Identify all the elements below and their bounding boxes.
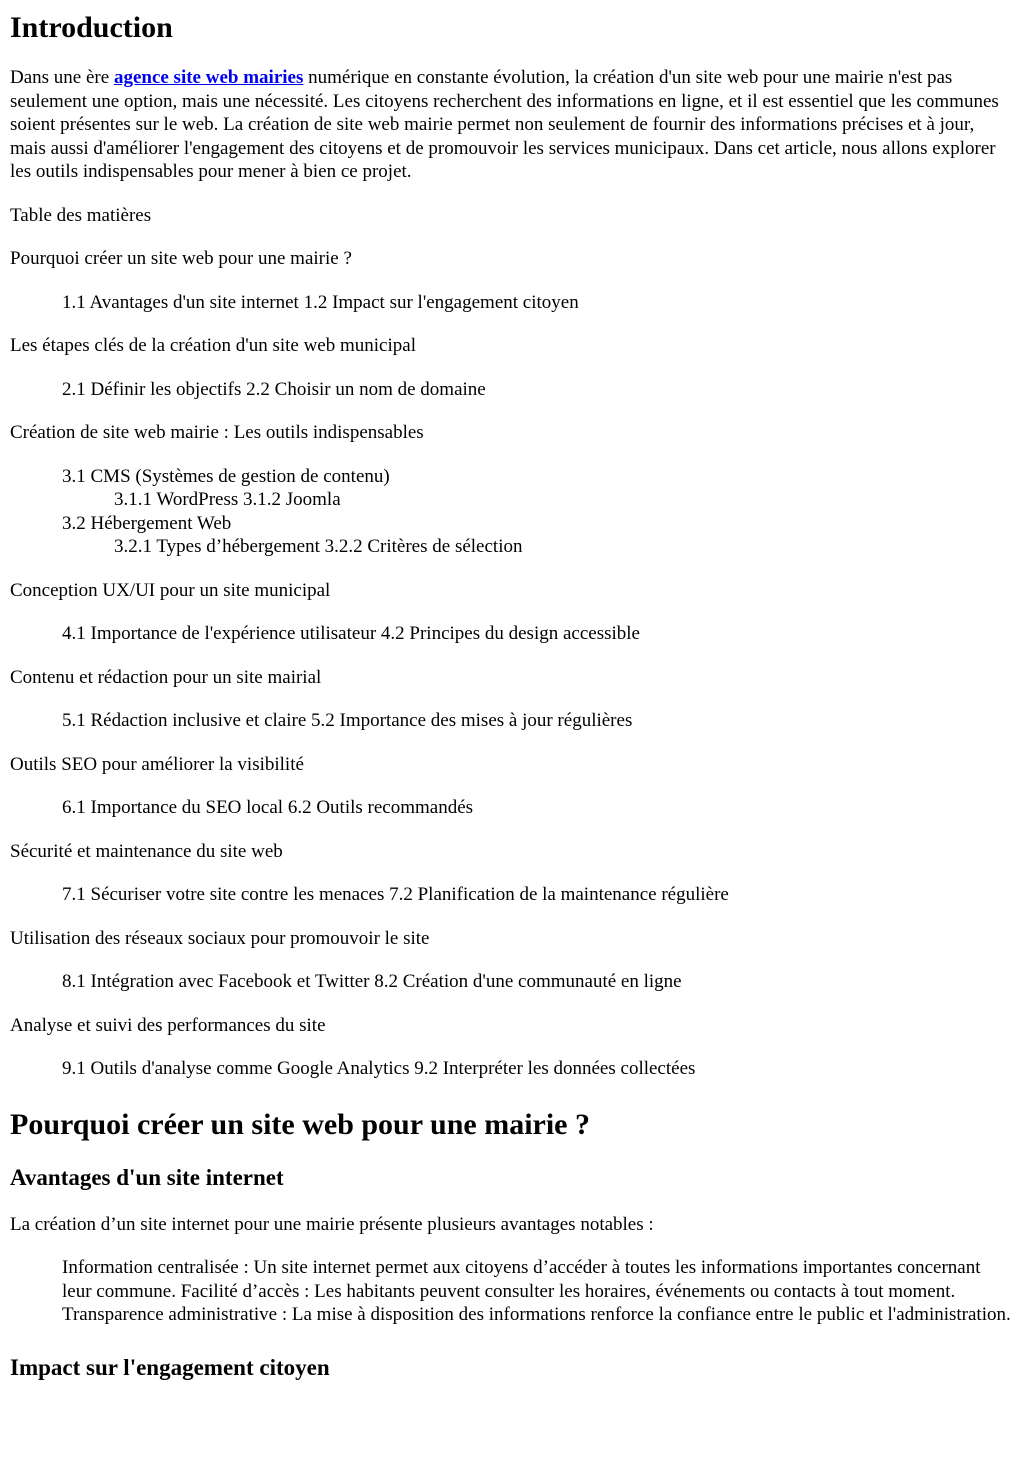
toc-chapter-1: Pourquoi créer un site web pour une mairie ? <box>10 248 352 269</box>
toc-chapter-5: Contenu et rédaction pour un site mairial <box>10 666 322 688</box>
intro-paragraph <box>10 66 1014 184</box>
toc-chapter-8-subitems: 8.1 Intégration avec Facebook et Twitter 8.2 Création d'une communauté en ligne <box>62 971 682 992</box>
toc-chapter-7: Sécurité et maintenance du site web <box>10 840 283 862</box>
toc-chapter-3-sub-2-items: 3.2.1 Types d’hébergement 3.2.2 Critères de sélection <box>114 536 523 557</box>
section-1-sub-1-heading: Avantages d'un site internet <box>10 1164 284 1190</box>
toc-chapter-9-subitems: 9.1 Outils d'analyse comme Google Analytics 9.2 Interpréter les données collectées <box>62 1058 696 1079</box>
toc-chapter-3: Création de site web mairie : Les outils indispensables <box>10 422 424 443</box>
toc-chapter-2: Les étapes clés de la création d'un site web municipal <box>10 335 416 356</box>
section-1-heading: Pourquoi créer un site web pour une mairie ? <box>10 1107 590 1141</box>
toc-chapter-5-subitems: 5.1 Rédaction inclusive et claire 5.2 Importance des mises à jour régulières <box>62 710 633 731</box>
toc-chapter-6-subitems: 6.1 Importance du SEO local 6.2 Outils recommandés <box>62 797 474 818</box>
intro-heading: Introduction <box>10 11 173 44</box>
toc-chapter-7-subitems: 7.1 Sécuriser votre site contre les menaces 7.2 Planification de la maintenance régulière <box>62 884 729 905</box>
toc-chapter-3-sub-2: 3.2 Hébergement Web <box>62 512 232 534</box>
article <box>0 11 1024 1382</box>
section-1-sub-2-heading: Impact sur l'engagement citoyen <box>10 1354 330 1380</box>
section-1-sub-1-block: Information centralisée : Un site internet permet aux citoyens d’accéder à toutes les informations importantes concernant leur commune. Facilité d’accès : Les habitants peuvent consulter les horaires, événements ou contacts à tout moment. Transparence administrative : La mise à disposition des informations renforce la confiance entre le public et l'administration. <box>62 1257 1011 1325</box>
toc-label: Table des matières <box>10 204 152 226</box>
toc-chapter-3-sub-1: 3.1 CMS (Systèmes de gestion de contenu) <box>62 465 390 487</box>
toc-chapter-4-subitems: 4.1 Importance de l'expérience utilisateur 4.2 Principes du design accessible <box>62 623 640 644</box>
toc-chapter-8: Utilisation des réseaux sociaux pour promouvoir le site <box>10 927 430 949</box>
toc-chapter-4: Conception UX/UI pour un site municipal <box>10 579 331 601</box>
section-1-sub-1-lead: La création d’un site internet pour une mairie présente plusieurs avantages notables : <box>10 1213 654 1235</box>
toc-chapter-1-subitems: 1.1 Avantages d'un site internet 1.2 Impact sur l'engagement citoyen <box>62 291 579 313</box>
toc-chapter-9: Analyse et suivi des performances du site <box>10 1014 326 1036</box>
intro-text-start: Dans une ère <box>10 67 114 88</box>
agency-link[interactable]: agence site web mairies <box>113 67 304 88</box>
toc-chapter-3-sub-1-items: 3.1.1 WordPress 3.1.2 Joomla <box>114 489 341 510</box>
toc-chapter-3-subitems <box>10 465 1014 559</box>
toc-chapter-6: Outils SEO pour améliorer la visibilité <box>10 753 304 775</box>
toc-chapter-2-subitems: 2.1 Définir les objectifs 2.2 Choisir un nom de domaine <box>62 378 486 400</box>
intro-text-end: numérique en constante évolution, la création d'un site web pour une mairie n'est pas seulement une option, mais une nécessité. Les citoyens recherchent des informations en ligne, et il est essentiel que les communes soient présentes sur le web. La création de site web mairie permet non seulement de fournir des informations précises et à jour, mais aussi d'améliorer l'engagement des citoyens et de promouvoir les services municipaux. Dans cet article, nous allons explorer les outils indispensables pour mener à bien ce projet. <box>10 67 999 182</box>
